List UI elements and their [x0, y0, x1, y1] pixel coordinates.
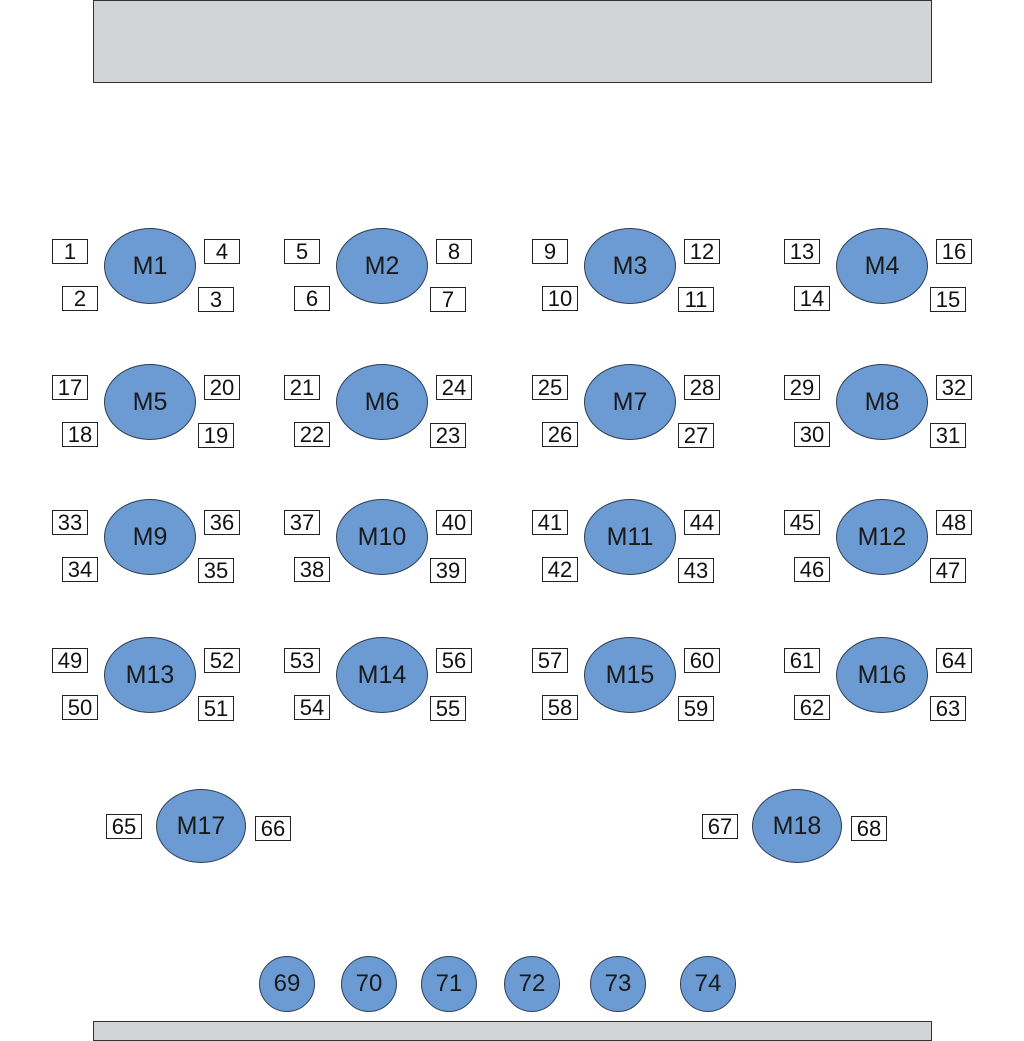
table-m8[interactable]: M8 [836, 364, 928, 440]
seat-box[interactable]: 61 [784, 648, 820, 673]
seat-box[interactable]: 43 [678, 558, 714, 583]
table-m3[interactable]: M3 [584, 228, 676, 304]
seat-box[interactable]: 68 [851, 816, 887, 841]
seat-box[interactable]: 25 [532, 375, 568, 400]
seat-box[interactable]: 49 [52, 648, 88, 673]
seat-box[interactable]: 51 [198, 696, 234, 721]
seat-box[interactable]: 16 [936, 239, 972, 264]
seat-box[interactable]: 21 [284, 375, 320, 400]
table-m1[interactable]: M1 [104, 228, 196, 304]
stool[interactable]: 73 [590, 956, 646, 1012]
seat-box[interactable]: 18 [62, 422, 98, 447]
table-m13[interactable]: M13 [104, 637, 196, 713]
seat-box[interactable]: 52 [204, 648, 240, 673]
seat-box[interactable]: 47 [930, 558, 966, 583]
seat-box[interactable]: 35 [198, 558, 234, 583]
seat-box[interactable]: 29 [784, 375, 820, 400]
table-m18[interactable]: M18 [752, 789, 842, 863]
seat-box[interactable]: 50 [62, 695, 98, 720]
seat-box[interactable]: 9 [532, 239, 568, 264]
seat-box[interactable]: 36 [204, 510, 240, 535]
seat-box[interactable]: 28 [684, 375, 720, 400]
seat-box[interactable]: 60 [684, 648, 720, 673]
seat-box[interactable]: 12 [684, 239, 720, 264]
seat-box[interactable]: 20 [204, 375, 240, 400]
seat-box[interactable]: 15 [930, 287, 966, 312]
seat-box[interactable]: 58 [542, 695, 578, 720]
seat-box[interactable]: 62 [794, 695, 830, 720]
seat-box[interactable]: 59 [678, 696, 714, 721]
stool[interactable]: 72 [504, 956, 560, 1012]
seat-box[interactable]: 33 [52, 510, 88, 535]
bottom-wall [93, 1021, 932, 1041]
seat-box[interactable]: 6 [294, 286, 330, 311]
table-m15[interactable]: M15 [584, 637, 676, 713]
seat-box[interactable]: 56 [436, 648, 472, 673]
stool[interactable]: 71 [421, 956, 477, 1012]
seat-box[interactable]: 38 [294, 557, 330, 582]
seat-box[interactable]: 24 [436, 375, 472, 400]
seat-box[interactable]: 41 [532, 510, 568, 535]
seat-box[interactable]: 67 [702, 814, 738, 839]
seat-box[interactable]: 11 [678, 287, 714, 312]
seat-box[interactable]: 64 [936, 648, 972, 673]
table-m2[interactable]: M2 [336, 228, 428, 304]
table-m14[interactable]: M14 [336, 637, 428, 713]
seat-box[interactable]: 45 [784, 510, 820, 535]
stool[interactable]: 70 [341, 956, 397, 1012]
seat-box[interactable]: 7 [430, 287, 466, 312]
seat-box[interactable]: 22 [294, 422, 330, 447]
table-m9[interactable]: M9 [104, 499, 196, 575]
table-m16[interactable]: M16 [836, 637, 928, 713]
seat-box[interactable]: 32 [936, 375, 972, 400]
seat-box[interactable]: 5 [284, 239, 320, 264]
seat-box[interactable]: 63 [930, 696, 966, 721]
seat-box[interactable]: 1 [52, 239, 88, 264]
seat-box[interactable]: 44 [684, 510, 720, 535]
seat-box[interactable]: 55 [430, 696, 466, 721]
table-m11[interactable]: M11 [584, 499, 676, 575]
seat-box[interactable]: 34 [62, 557, 98, 582]
seat-box[interactable]: 19 [198, 423, 234, 448]
table-m12[interactable]: M12 [836, 499, 928, 575]
seat-box[interactable]: 13 [784, 239, 820, 264]
seat-box[interactable]: 31 [930, 423, 966, 448]
stool[interactable]: 69 [259, 956, 315, 1012]
seat-box[interactable]: 27 [678, 423, 714, 448]
seat-box[interactable]: 4 [204, 239, 240, 264]
seat-box[interactable]: 39 [430, 558, 466, 583]
seat-box[interactable]: 42 [542, 557, 578, 582]
stool[interactable]: 74 [680, 956, 736, 1012]
seat-box[interactable]: 23 [430, 423, 466, 448]
table-m5[interactable]: M5 [104, 364, 196, 440]
seat-box[interactable]: 66 [255, 816, 291, 841]
table-m4[interactable]: M4 [836, 228, 928, 304]
seat-box[interactable]: 48 [936, 510, 972, 535]
seat-box[interactable]: 37 [284, 510, 320, 535]
seat-box[interactable]: 57 [532, 648, 568, 673]
seat-box[interactable]: 40 [436, 510, 472, 535]
table-m10[interactable]: M10 [336, 499, 428, 575]
seat-box[interactable]: 46 [794, 557, 830, 582]
seat-box[interactable]: 3 [198, 287, 234, 312]
table-m7[interactable]: M7 [584, 364, 676, 440]
seat-box[interactable]: 10 [542, 286, 578, 311]
seat-box[interactable]: 17 [52, 375, 88, 400]
seat-box[interactable]: 54 [294, 695, 330, 720]
seat-box[interactable]: 2 [62, 286, 98, 311]
seat-box[interactable]: 8 [436, 239, 472, 264]
seat-box[interactable]: 53 [284, 648, 320, 673]
seat-box[interactable]: 65 [106, 814, 142, 839]
seat-box[interactable]: 14 [794, 286, 830, 311]
seat-box[interactable]: 30 [794, 422, 830, 447]
top-wall [93, 0, 932, 83]
table-m17[interactable]: M17 [156, 789, 246, 863]
seat-box[interactable]: 26 [542, 422, 578, 447]
table-m6[interactable]: M6 [336, 364, 428, 440]
